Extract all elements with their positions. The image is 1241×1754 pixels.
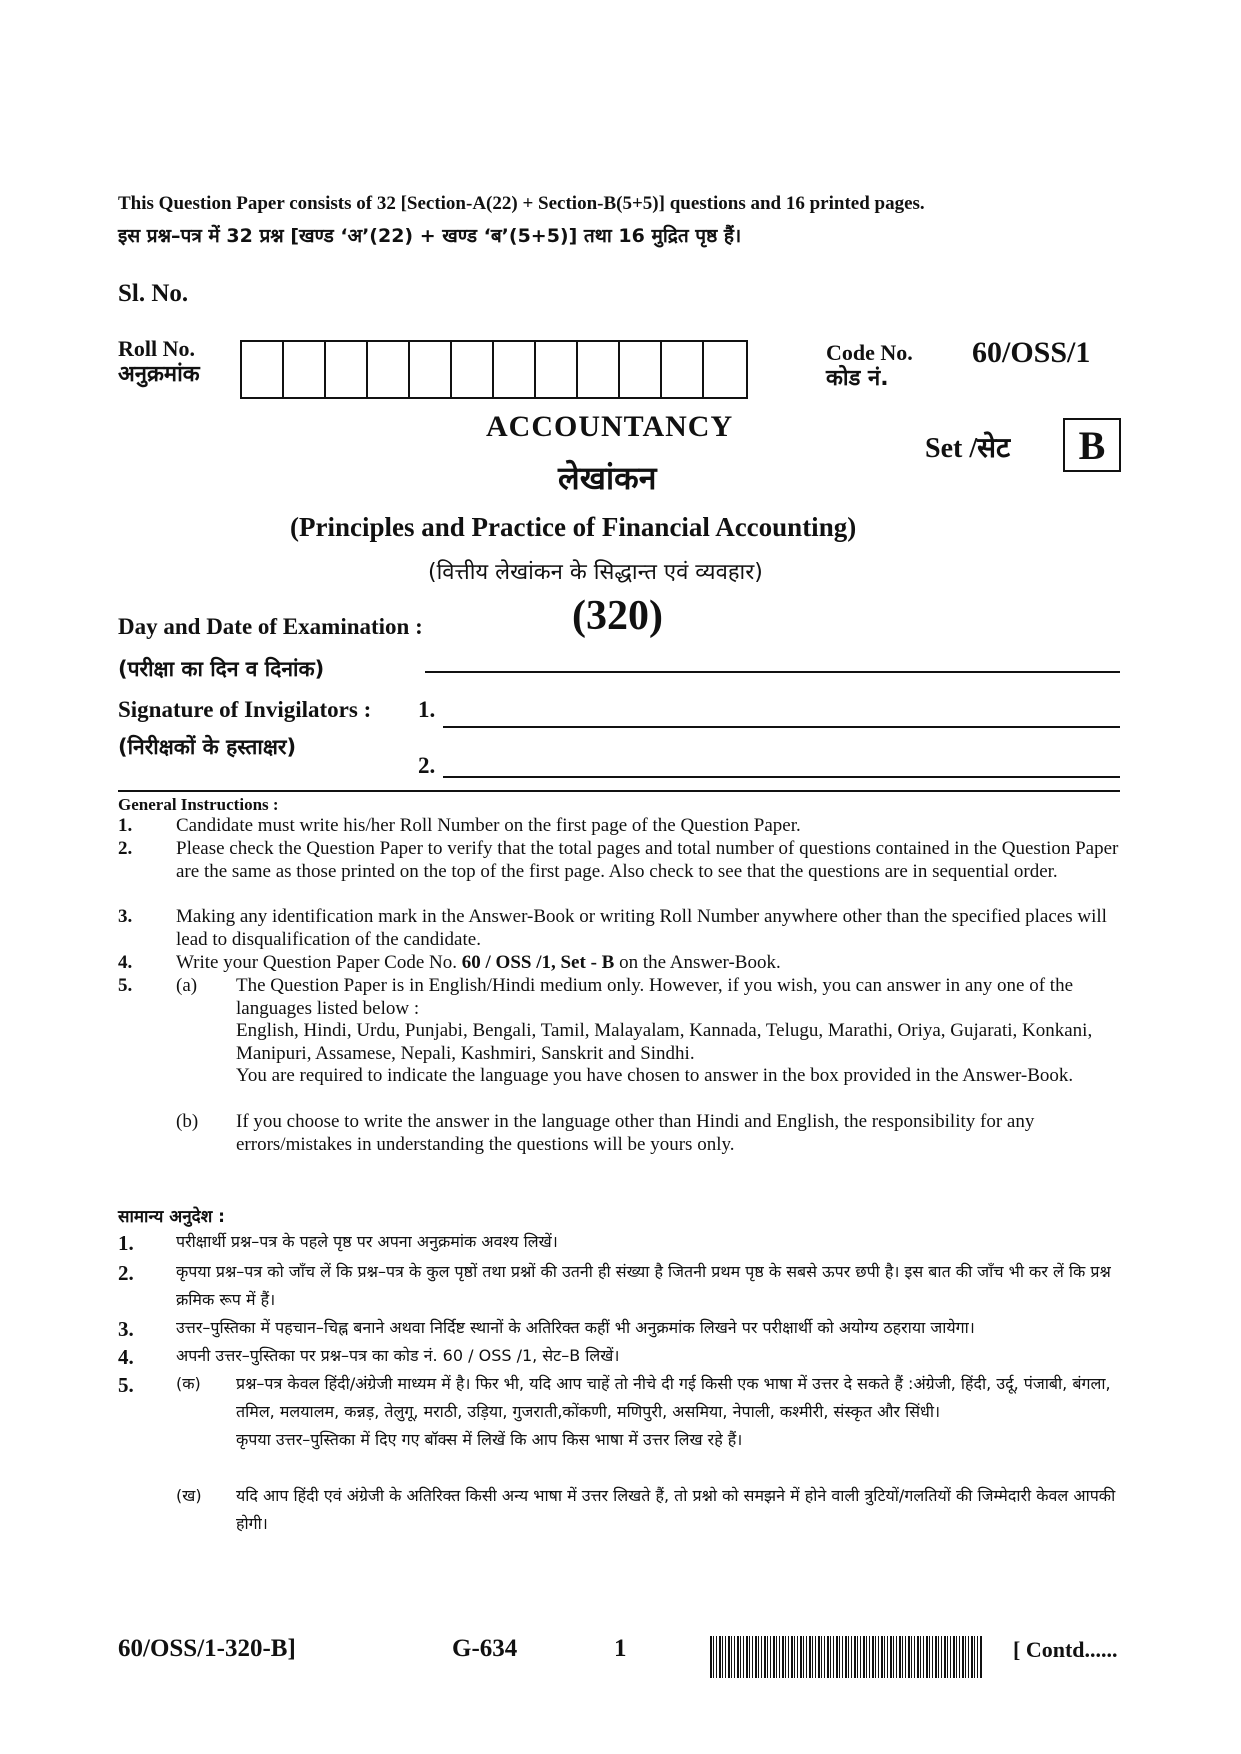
hindi-instruction-5b-label: (ख) <box>176 1486 202 1505</box>
signature-2-line[interactable] <box>443 776 1120 778</box>
exam-date-label: Day and Date of Examination : <box>118 614 423 639</box>
hindi-instruction-5a-note: कृपया उत्तर–पुस्तिका में दिए गए बॉक्स में लिखें कि आप किस भाषा में उत्तर लिख रहे हैं। <box>236 1430 743 1449</box>
instruction-number: 4. <box>118 952 133 973</box>
instruction-number: 1. <box>118 815 133 836</box>
instruction-number: 5. <box>118 975 133 996</box>
instruction-5a-label: (a) <box>176 975 198 996</box>
hindi-instruction-number: 1. <box>118 1231 134 1255</box>
subject-subtitle-hindi: (वित्तीय लेखांकन के सिद्धान्त एवं व्यवहार) <box>428 560 763 585</box>
signature-2-number: 2. <box>418 753 436 778</box>
barcode <box>710 1636 982 1678</box>
subject-subtitle-english: (Principles and Practice of Financial Accounting) <box>290 512 857 542</box>
instruction-5b-text: If you choose to write the answer in the language other than Hindi and English, the responsibility for any errors/mistakes in understanding the questions will be yours only. <box>236 1111 1035 1155</box>
serial-number-label: Sl. No. <box>118 280 189 307</box>
signature-1-line[interactable] <box>443 726 1120 728</box>
subject-title-english: ACCOUNTANCY <box>486 410 734 443</box>
instruction-4-code: 60 / OSS /1, Set - B <box>461 952 615 973</box>
general-instructions-title: General Instructions : <box>118 795 279 814</box>
instruction-5a-note: You are required to indicate the language you have chosen to answer in the box provided in the Answer-Book. <box>236 1065 1074 1086</box>
paper-info-hindi: इस प्रश्न–पत्र में 32 प्रश्न [खण्ड ‘अ’(22) + खण्ड ‘ब’(5+5)] तथा 16 मुद्रित पृष्ठ हैं। <box>118 225 742 247</box>
roll-number-box[interactable] <box>368 342 410 397</box>
exam-date-line[interactable] <box>425 671 1120 673</box>
roll-number-box[interactable] <box>620 342 662 397</box>
instruction-5a-languages: English, Hindi, Urdu, Punjabi, Bengali, Tamil, Malayalam, Kannada, Telugu, Marathi, Oriya, Gujarati, Konkani, Manipuri, Assamese, Nepali, Kashmiri, Sanskrit and Sindhi. <box>236 1020 1093 1064</box>
hindi-instruction-3-text: उत्तर–पुस्तिका में पहचान–चिह्न बनाने अथवा निर्दिष्ट स्थानों के अतिरिक्त कहीं भी अनुक्रमांक लिखने पर परीक्षार्थी को अयोग्य ठहराया जायेगा। <box>176 1318 975 1337</box>
roll-number-box[interactable] <box>578 342 620 397</box>
roll-number-box[interactable] <box>662 342 704 397</box>
instruction-5b-label: (b) <box>176 1111 199 1132</box>
hindi-instruction-5a-label: (क) <box>176 1374 201 1393</box>
instruction-2-text: Please check the Question Paper to verify that the total pages and total number of questions contained in the Question Paper are the same as those printed on the top of the first page. Also check to see that the questions are in sequential order. <box>176 838 1119 882</box>
roll-number-label-en: Roll No. <box>118 336 195 361</box>
hindi-instruction-number: 4. <box>118 1345 134 1369</box>
instruction-3-text: Making any identification mark in the Answer-Book or writing Roll Number anywhere other than the specified places will lead to disqualification of the candidate. <box>176 906 1107 950</box>
paper-info-english: This Question Paper consists of 32 [Section-A(22) + Section-B(5+5)] questions and 16 printed pages. <box>118 193 925 214</box>
signature-1-number: 1. <box>418 697 436 722</box>
roll-number-boxes[interactable] <box>240 340 748 399</box>
section-divider <box>118 790 1120 792</box>
code-number-label-hi: कोड नं. <box>826 366 889 391</box>
hindi-instruction-4-text: अपनी उत्तर–पुस्तिका पर प्रश्न–पत्र का कोड नं. 60 / OSS /1, सेट–B लिखें। <box>176 1346 620 1365</box>
roll-number-box[interactable] <box>284 342 326 397</box>
roll-number-box[interactable] <box>452 342 494 397</box>
hindi-instruction-5a-main: प्रश्न–पत्र केवल हिंदी/अंग्रेजी माध्यम में है। फिर भी, यदि आप चाहें तो नीचे दी गई किसी एक भाषा में उत्तर दे सकते हैं :अंग्रेजी, हिंदी, उर्दू, पंजाबी, बंगला, तमिल, मलयालम, कन्नड़, तेलुगू, मराठी, उड़िया, गुजराती,कोंकणी, मणिपुरी, असमिया, नेपाली, कश्मीरी, संस्कृत और सिंधी। <box>236 1374 1111 1421</box>
invigilator-signature-label: Signature of Invigilators : <box>118 697 372 722</box>
roll-number-box[interactable] <box>704 342 746 397</box>
subject-code-number: (320) <box>572 593 663 639</box>
instruction-4-pre: Write your Question Paper Code No. <box>176 952 462 973</box>
roll-number-label-hi: अनुक्रमांक <box>118 362 200 387</box>
hindi-instruction-number: 3. <box>118 1317 134 1341</box>
roll-number-box[interactable] <box>494 342 536 397</box>
code-number-label <box>826 340 913 392</box>
hindi-instruction-number: 2. <box>118 1261 134 1285</box>
instruction-1-text: Candidate must write his/her Roll Number on the first page of the Question Paper. <box>176 815 801 836</box>
instruction-5a-text <box>236 975 1120 1088</box>
roll-number-box[interactable] <box>410 342 452 397</box>
roll-number-box[interactable] <box>242 342 284 397</box>
instruction-4-post: on the Answer-Book. <box>614 952 781 973</box>
set-value-box: B <box>1063 418 1121 472</box>
instruction-number: 3. <box>118 906 133 927</box>
code-number-value: 60/OSS/1 <box>972 336 1091 369</box>
hindi-instruction-5b-text: यदि आप हिंदी एवं अंग्रेजी के अतिरिक्त किसी अन्य भाषा में उत्तर लिखते हैं, तो प्रश्नो को समझने में होने वाली त्रुटियों/गलतियों की जिम्मेदारी केवल आपकी होगी। <box>236 1486 1116 1533</box>
code-number-label-en: Code No. <box>826 340 913 365</box>
exam-date-label-hindi: (परीक्षा का दिन व दिनांक) <box>118 657 325 681</box>
subject-title-hindi: लेखांकन <box>558 459 657 497</box>
instruction-5a-main: The Question Paper is in English/Hindi medium only. However, if you wish, you can answer in any one of the languages listed below : <box>236 975 1074 1019</box>
footer-page-number: 1 <box>614 1635 627 1662</box>
footer-series-code: G-634 <box>452 1635 518 1662</box>
instruction-4-text <box>176 952 1120 975</box>
footer-continued: [ Contd...... <box>1013 1637 1118 1662</box>
set-label: Set /सेट <box>925 433 1011 464</box>
general-instructions-title-hindi: सामान्य अनुदेश : <box>118 1207 225 1227</box>
instruction-number: 2. <box>118 838 133 859</box>
roll-number-box[interactable] <box>326 342 368 397</box>
invigilator-signature-label-hindi: (निरीक्षकों के हस्ताक्षर) <box>118 735 297 759</box>
hindi-instruction-5a-text <box>236 1370 1120 1454</box>
hindi-instruction-2-text: कृपया प्रश्न–पत्र को जाँच लें कि प्रश्न–पत्र के कुल पृष्ठों तथा प्रश्नों की उतनी ही संख्या है जितनी प्रथम पृष्ठ के सबसे ऊपर छपी है। इस बात की जाँच भी कर लें कि प्रश्न क्रमिक रूप में हैं। <box>176 1262 1111 1309</box>
roll-number-box[interactable] <box>536 342 578 397</box>
hindi-instruction-1-text: परीक्षार्थी प्रश्न–पत्र के पहले पृष्ठ पर अपना अनुक्रमांक अवश्य लिखें। <box>176 1232 558 1251</box>
hindi-instruction-number: 5. <box>118 1373 134 1397</box>
roll-number-label <box>118 336 200 388</box>
footer-paper-code: 60/OSS/1-320-B] <box>118 1635 296 1662</box>
